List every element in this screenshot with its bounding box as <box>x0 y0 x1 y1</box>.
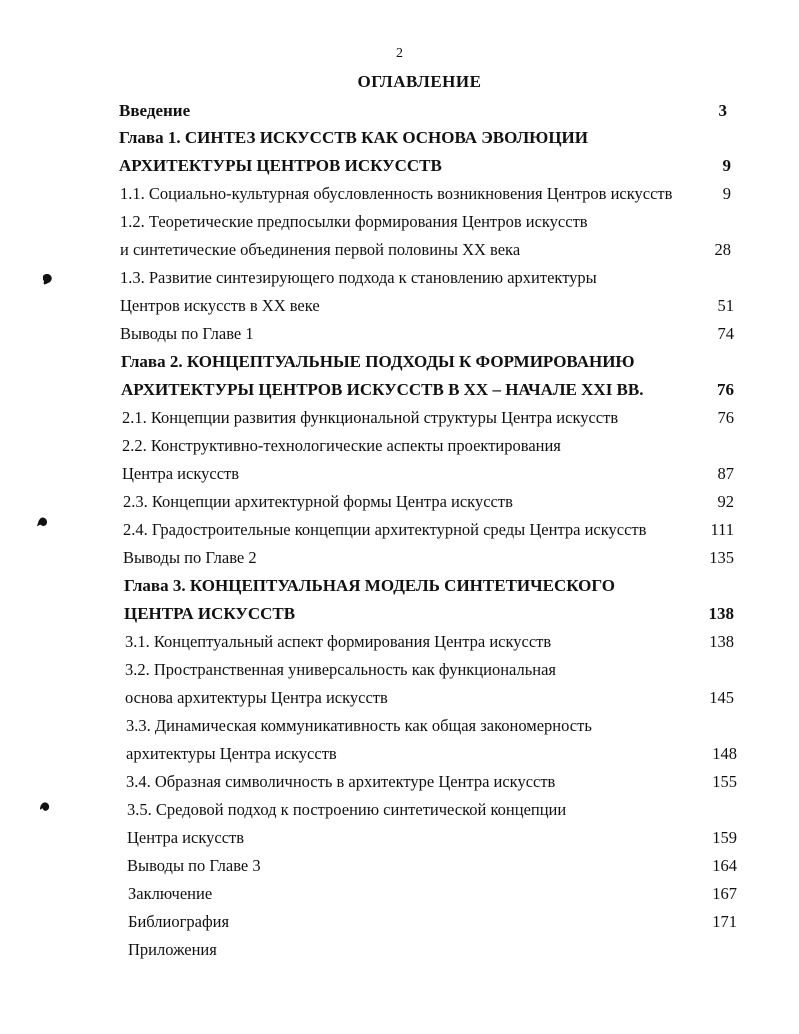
toc-entry <box>121 378 734 402</box>
toc-entry-page: 171 <box>712 912 737 931</box>
toc-entry <box>128 910 737 934</box>
toc-entry-title: 3.4. Образная символичность в архитектуре Центра искусств <box>126 772 556 791</box>
toc-entry-title: ЦЕНТРА ИСКУССТВ <box>124 604 296 623</box>
toc-entry <box>122 462 734 486</box>
toc-entry-page: 92 <box>717 492 734 511</box>
toc-entry <box>121 350 734 374</box>
toc-title: ОГЛАВЛЕНИЕ <box>357 72 482 91</box>
toc-entry-page: 155 <box>712 772 737 791</box>
page-number: 2 <box>396 46 403 61</box>
toc-entry-page: 9 <box>722 184 731 203</box>
toc-entry-title: Центра искусств <box>122 464 240 483</box>
toc-entry <box>126 770 737 794</box>
toc-entry-page: 3 <box>718 101 727 120</box>
toc-entry <box>125 686 734 710</box>
toc-entry-title: архитектуры Центра искусств <box>126 744 337 763</box>
toc-entry <box>126 742 737 766</box>
toc-entry-title: Введение <box>119 101 191 120</box>
toc-entry <box>120 182 731 206</box>
toc-entry-title: Центра искусств <box>127 828 245 847</box>
toc-entry <box>127 854 737 878</box>
toc-entry-title: Выводы по Главе 3 <box>127 856 261 875</box>
toc-entry-title: 1.1. Социально-культурная обусловленность возникновения Центров искусств <box>120 184 673 203</box>
toc-entry-page: 148 <box>712 744 737 763</box>
toc-entry-page: 28 <box>714 240 731 259</box>
toc-entry-title: 3.1. Концептуальный аспект формирования Центра искусств <box>125 632 552 651</box>
toc-entry <box>127 826 737 850</box>
toc-entry-page: 159 <box>712 828 737 847</box>
toc-entry-title: 1.3. Развитие синтезирующего подхода к становлению архитектуры <box>120 268 597 287</box>
toc-entry <box>123 490 734 514</box>
toc-entry <box>125 658 734 682</box>
toc-entry-title: 3.5. Средовой подход к построению синтетической концепции <box>127 800 567 819</box>
toc-entry-page: 167 <box>712 884 737 903</box>
scan-speck-mark <box>38 800 52 814</box>
toc-entry-page: 138 <box>709 632 734 651</box>
toc-entry <box>125 630 734 654</box>
toc-entry-title: и синтетические объединения первой половины XX века <box>120 240 521 259</box>
toc-entry <box>128 938 737 962</box>
toc-entry <box>126 714 737 738</box>
toc-entry-title: 2.1. Концепции развития функциональной структуры Центра искусств <box>122 408 619 427</box>
toc-entry <box>123 518 734 542</box>
toc-entry-page: 76 <box>717 380 734 399</box>
toc-entry <box>119 126 727 150</box>
toc-entry-page: 87 <box>717 464 734 483</box>
toc-entry <box>124 602 734 626</box>
toc-entry-title: АРХИТЕКТУРЫ ЦЕНТРОВ ИСКУССТВ В XX – НАЧАЛЕ XXI ВВ. <box>121 380 644 399</box>
toc-entry-page: 51 <box>717 296 734 315</box>
toc-entry-title: Приложения <box>128 940 217 959</box>
toc-entry-page: 76 <box>717 408 734 427</box>
toc-entry <box>120 238 731 262</box>
toc-entry-title: 1.2. Теоретические предпосылки формирования Центров искусств <box>120 212 588 231</box>
toc-entry <box>122 406 734 430</box>
toc-entry <box>127 798 737 822</box>
toc-entry-title: основа архитектуры Центра искусств <box>125 688 388 707</box>
toc-entry <box>119 99 727 123</box>
toc-entry-title: Глава 3. КОНЦЕПТУАЛЬНАЯ МОДЕЛЬ СИНТЕТИЧЕСКОГО <box>124 576 615 595</box>
toc-entry <box>128 882 737 906</box>
toc-entry-title: Глава 2. КОНЦЕПТУАЛЬНЫЕ ПОДХОДЫ К ФОРМИРОВАНИЮ <box>121 352 635 371</box>
toc-entry <box>124 574 734 598</box>
toc-entry-title: 2.3. Концепции архитектурной формы Центра искусств <box>123 492 513 511</box>
toc-entry-title: 3.2. Пространственная универсальность как функциональная <box>125 660 557 679</box>
toc-entry-page: 111 <box>710 520 734 539</box>
toc-entry-title: Центров искусств в XX веке <box>120 296 320 315</box>
toc-entry-title: АРХИТЕКТУРЫ ЦЕНТРОВ ИСКУССТВ <box>119 156 442 175</box>
toc-entry <box>123 546 734 570</box>
toc-entry-page: 74 <box>717 324 734 343</box>
toc-entry-page: 135 <box>709 548 734 567</box>
toc-entry-title: Выводы по Главе 1 <box>120 324 254 343</box>
toc-entry-page: 9 <box>722 156 731 175</box>
toc-entry-title: 2.4. Градостроительные концепции архитектурной среды Центра искусств <box>123 520 647 539</box>
toc-entry <box>122 434 734 458</box>
toc-entry-page: 145 <box>709 688 734 707</box>
toc-entry-title: Выводы по Главе 2 <box>123 548 257 567</box>
toc-entry-page: 138 <box>708 604 734 623</box>
toc-entry <box>120 294 734 318</box>
toc-entry <box>120 210 731 234</box>
toc-entry-title: Заключение <box>128 884 213 903</box>
toc-entry-title: Глава 1. СИНТЕЗ ИСКУССТВ КАК ОСНОВА ЭВОЛЮЦИИ <box>119 128 588 147</box>
scan-speck-mark <box>40 272 54 286</box>
toc-entry <box>120 266 731 290</box>
toc-entry-title: Библиография <box>128 912 230 931</box>
scan-speck-mark <box>36 515 50 529</box>
toc-entry <box>119 154 731 178</box>
toc-entry-title: 2.2. Конструктивно-технологические аспекты проектирования <box>122 436 561 455</box>
toc-entry <box>120 322 734 346</box>
toc-entry-page: 164 <box>712 856 737 875</box>
toc-entry-title: 3.3. Динамическая коммуникативность как общая закономерность <box>126 716 592 735</box>
